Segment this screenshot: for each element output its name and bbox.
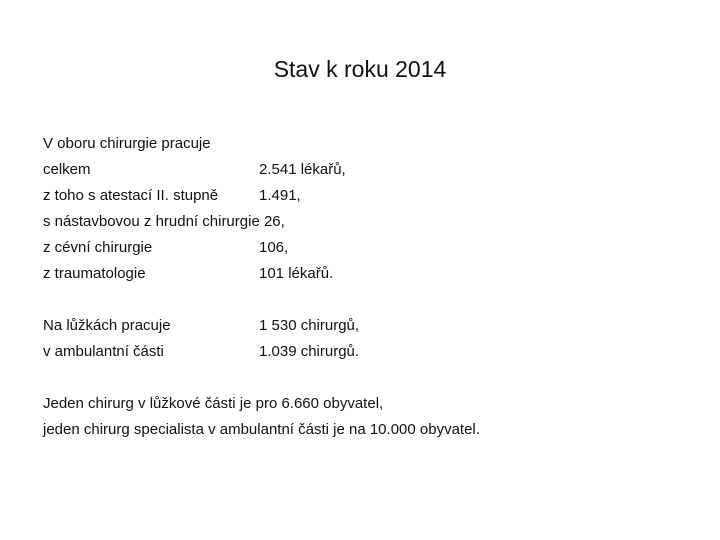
- stat-label: z toho s atestací II. stupně: [43, 187, 219, 204]
- stat-label: z cévní chirurgie: [43, 239, 153, 256]
- summary-text: Jeden chirurg v lůžkové části je pro 6.660 obyvatel,: [43, 395, 384, 412]
- stat-label: celkem: [43, 161, 91, 178]
- stat-label: s nástavbovou z hrudní chirurgie 26,: [43, 213, 285, 230]
- stat-value: 1 530 chirurgů,: [259, 317, 360, 334]
- stat-label: v ambulantní části: [43, 343, 164, 360]
- stat-label: z traumatologie: [43, 265, 146, 282]
- summary-text: jeden chirurg specialista v ambulantní části je na 10.000 obyvatel.: [43, 421, 480, 438]
- stat-value: 1.039 chirurgů.: [259, 343, 360, 360]
- intro-text: V oboru chirurgie pracuje: [43, 135, 211, 152]
- stat-value: 101 lékařů.: [259, 265, 334, 282]
- stat-value: 1.491,: [259, 187, 301, 204]
- stat-value: 2.541 lékařů,: [259, 161, 346, 178]
- page-title: Stav k roku 2014: [273, 56, 447, 82]
- stat-value: 106,: [259, 239, 289, 256]
- stat-label: Na lůžkách pracuje: [43, 317, 171, 334]
